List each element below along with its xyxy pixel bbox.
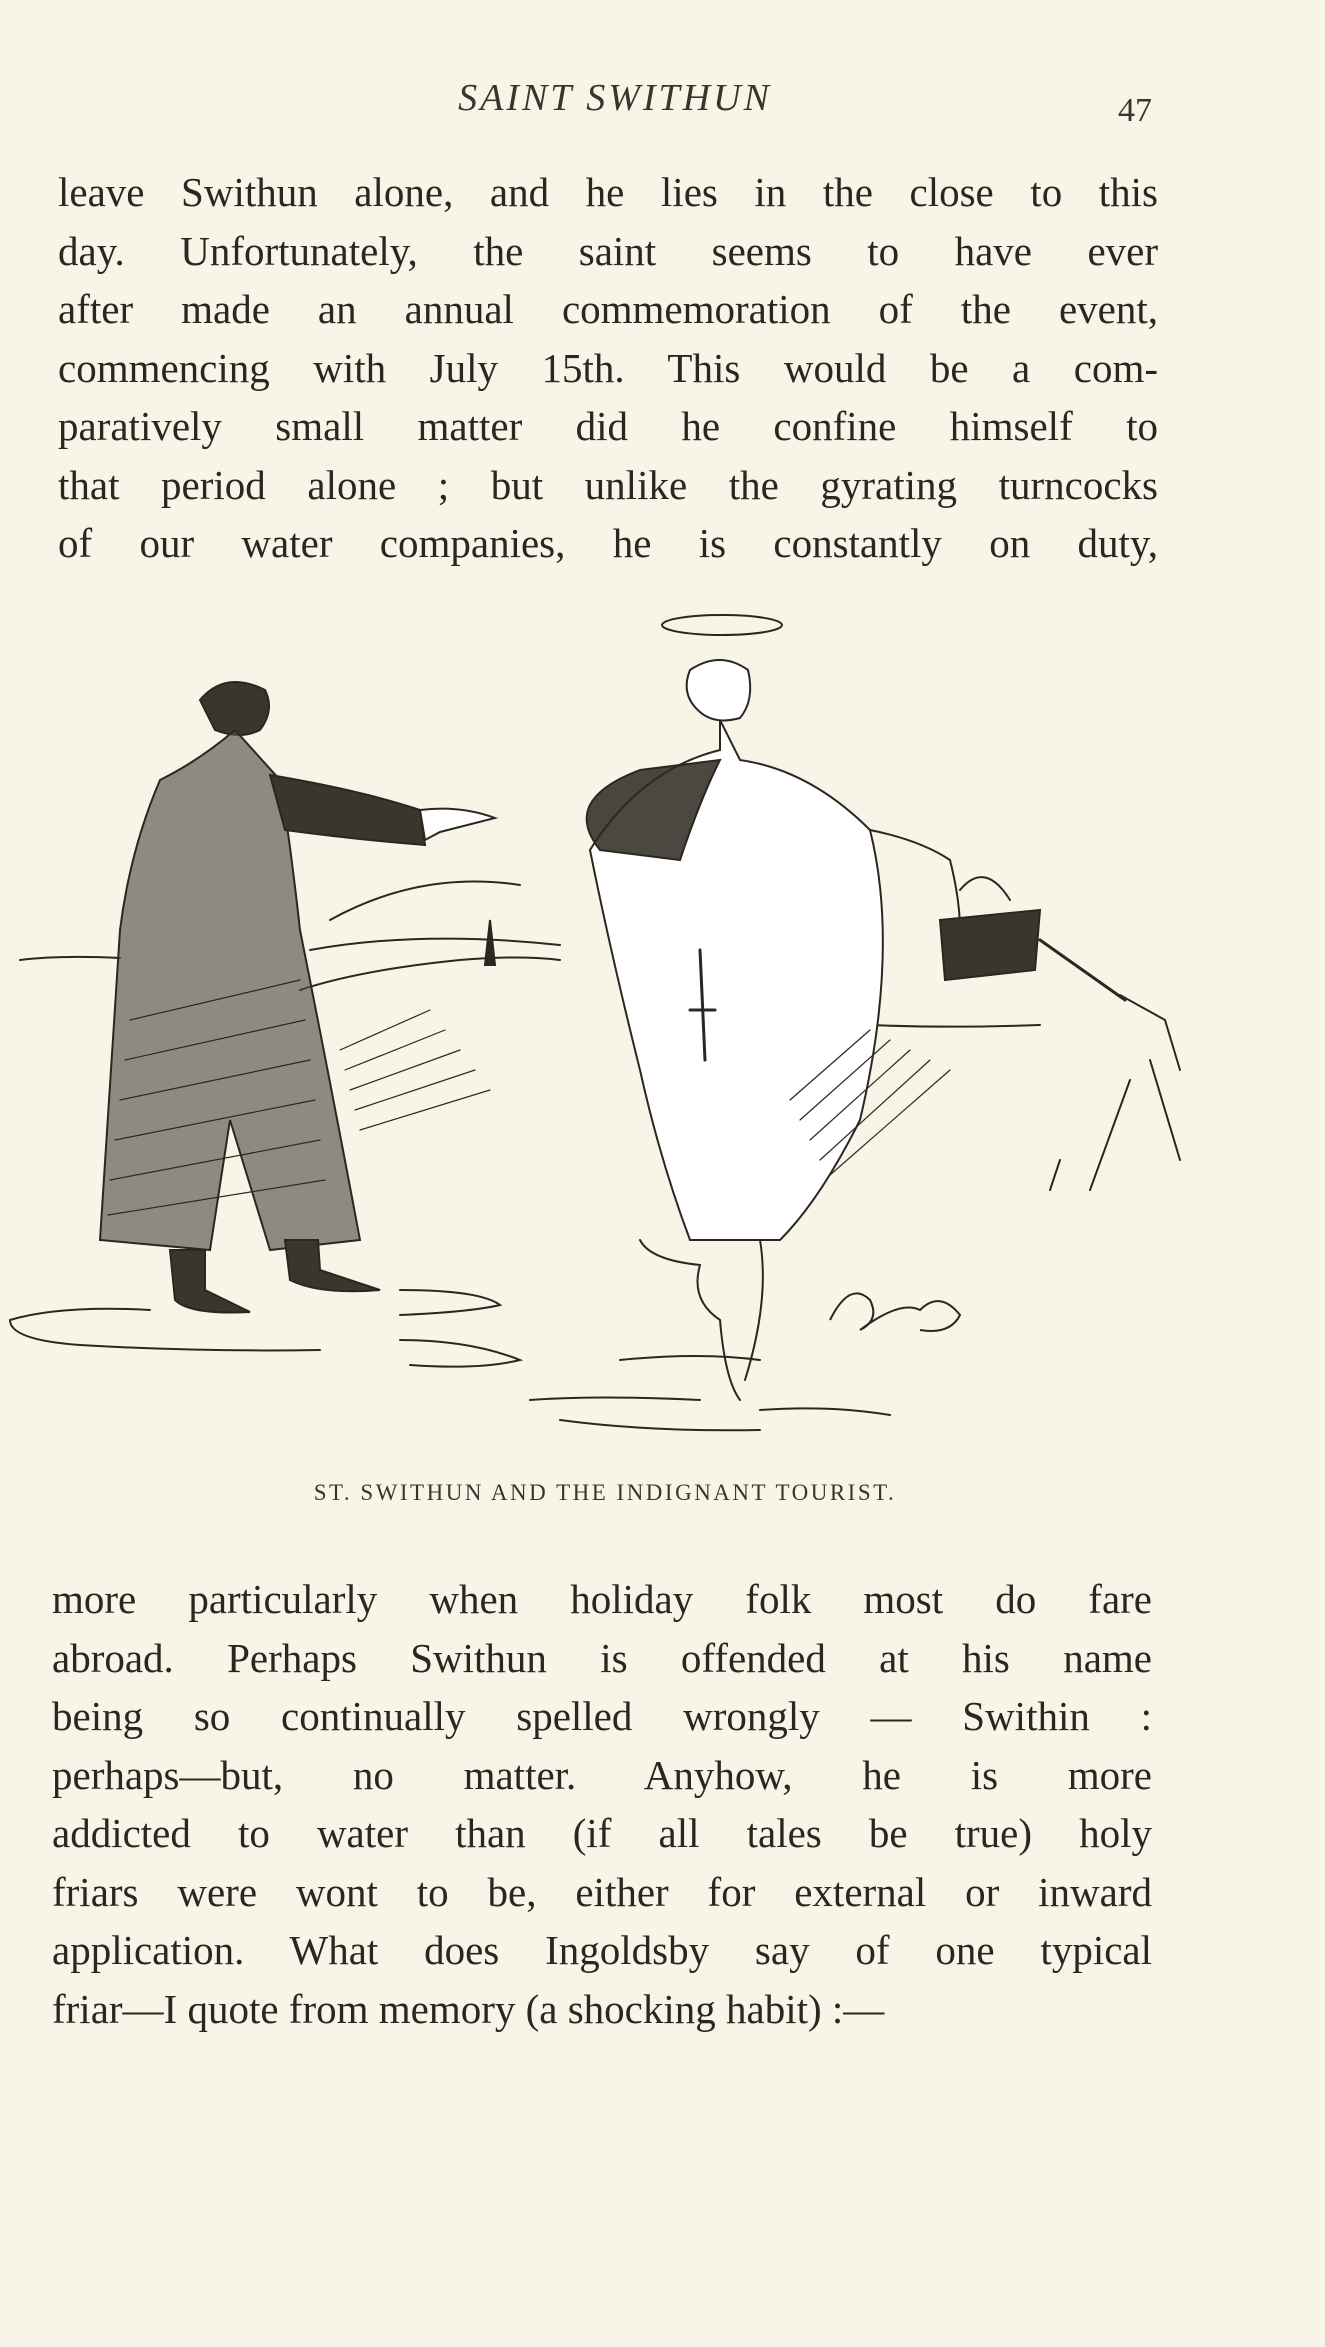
paragraph-top	[58, 163, 1158, 573]
text-line: abroad. Perhaps Swithun is offended at his name	[52, 1634, 1152, 1681]
text-line: addicted to water than (if all tales be true) holy	[52, 1810, 1152, 1856]
text-line: perhaps—but, no matter. Anyhow, he is more	[52, 1751, 1152, 1798]
text-line: of our water companies, he is constantly on duty,	[58, 520, 1158, 566]
paragraph-bottom	[52, 1570, 1152, 2038]
artist-signature-icon	[830, 1293, 960, 1331]
text-line: paratively small matter did he confine himself to	[58, 403, 1158, 449]
text-line: leave Swithun alone, and he lies in the close to this	[58, 169, 1158, 215]
text-line: application. What does Ingoldsby say of one typical	[52, 1927, 1152, 1973]
figure-caption: ST. SWITHUN AND THE INDIGNANT TOURIST.	[313, 1480, 897, 1505]
text-line: friars were wont to be, either for external or inward	[52, 1868, 1152, 1915]
text-line: being so continually spelled wrongly — Swithin :	[52, 1693, 1152, 1739]
text-line: commencing with July 15th. This would be a com-	[58, 344, 1158, 391]
text-line: friar—I quote from memory (a shocking habit) :—	[52, 1985, 885, 2032]
page-number: 47	[1118, 92, 1152, 129]
text-line: day. Unfortunately, the saint seems to have ever	[58, 227, 1158, 274]
engraving-figures-icon	[0, 600, 1200, 1450]
text-line: that period alone ; but unlike the gyrating turncocks	[58, 461, 1158, 508]
text-line: after made an annual commemoration of the event,	[58, 286, 1158, 332]
running-head: SAINT SWITHUN	[458, 77, 772, 119]
text-line: more particularly when holiday folk most do fare	[52, 1576, 1152, 1622]
